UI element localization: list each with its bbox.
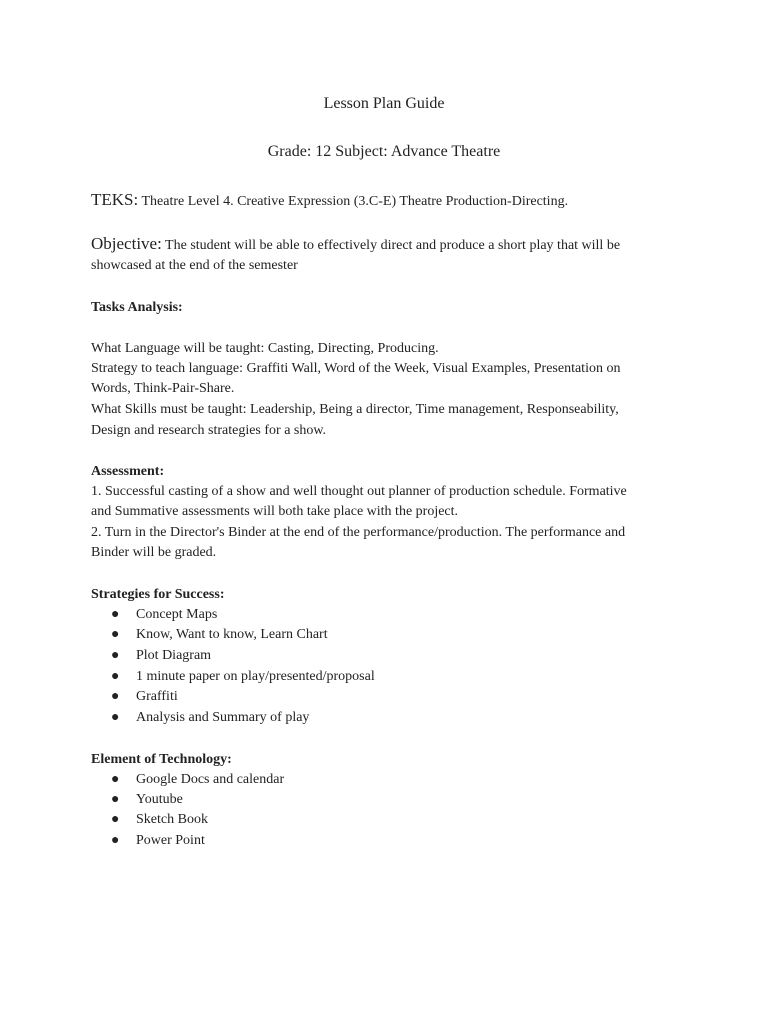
technology-list-item (111, 790, 183, 810)
technology-item-label: Power Point (136, 833, 205, 848)
tasks-analysis-line: Design and research strategies for a show. (91, 423, 327, 438)
bullet-icon: ● (111, 772, 120, 787)
tasks-analysis-line: What Skills must be taught: Leadership, Being a director, Time management, Responseability, (91, 402, 619, 417)
bullet-icon: ● (111, 833, 120, 848)
strategies-list-item (111, 667, 375, 687)
strategies-heading: Strategies for Success: (91, 587, 225, 602)
strategies-item-label: Concept Maps (136, 607, 218, 622)
technology-item-label: Youtube (136, 792, 183, 807)
strategies-list-item (111, 646, 211, 666)
bullet-icon: ● (111, 710, 120, 725)
technology-list-item (111, 810, 208, 830)
strategies-list-item (111, 605, 217, 625)
strategies-item-label: 1 minute paper on play/presented/proposal (136, 669, 375, 684)
strategies-list-item (111, 708, 309, 728)
tasks-analysis-line: What Language will be taught: Casting, Directing, Producing. (91, 341, 439, 356)
strategies-list-item (111, 625, 328, 645)
technology-item-label: Google Docs and calendar (136, 772, 285, 787)
objective-label: Objective: (91, 234, 162, 253)
strategies-item-label: Know, Want to know, Learn Chart (136, 627, 328, 642)
teks-line (91, 190, 568, 212)
bullet-icon: ● (111, 792, 120, 807)
technology-item-label: Sketch Book (136, 812, 208, 827)
objective-line-2: showcased at the end of the semester (91, 258, 298, 273)
document-title: Lesson Plan Guide (323, 95, 445, 112)
strategies-item-label: Graffiti (136, 689, 178, 704)
technology-list-item (111, 770, 284, 790)
objective-text-1: The student will be able to effectively direct and produce a short play that will be (161, 238, 621, 253)
bullet-icon: ● (111, 627, 120, 642)
bullet-icon: ● (111, 812, 120, 827)
strategies-list-item (111, 687, 178, 707)
tasks-analysis-heading: Tasks Analysis: (91, 300, 183, 315)
bullet-icon: ● (111, 607, 120, 622)
tasks-analysis-line: Words, Think-Pair-Share. (91, 381, 235, 396)
objective-line-1 (91, 234, 620, 256)
assessment-line: 2. Turn in the Director's Binder at the end of the performance/production. The performance and (91, 525, 626, 540)
strategies-item-label: Analysis and Summary of play (136, 710, 310, 725)
teks-text: Theatre Level 4. Creative Expression (3.C-E) Theatre Production-Directing. (138, 194, 569, 209)
bullet-icon: ● (111, 669, 120, 684)
strategies-item-label: Plot Diagram (136, 648, 212, 663)
assessment-heading: Assessment: (91, 464, 165, 479)
tasks-analysis-line: Strategy to teach language: Graffiti Wall, Word of the Week, Visual Examples, Presentation on (91, 361, 621, 376)
bullet-icon: ● (111, 648, 120, 663)
assessment-line: Binder will be graded. (91, 545, 217, 560)
technology-list-item (111, 831, 205, 851)
technology-heading: Element of Technology: (91, 752, 232, 767)
assessment-line: 1. Successful casting of a show and well thought out planner of production schedule. Formative (91, 484, 627, 499)
bullet-icon: ● (111, 689, 120, 704)
grade-subject-line: Grade: 12 Subject: Advance Theatre (267, 143, 501, 160)
assessment-line: and Summative assessments will both take place with the project. (91, 504, 459, 519)
teks-label: TEKS: (91, 190, 139, 209)
